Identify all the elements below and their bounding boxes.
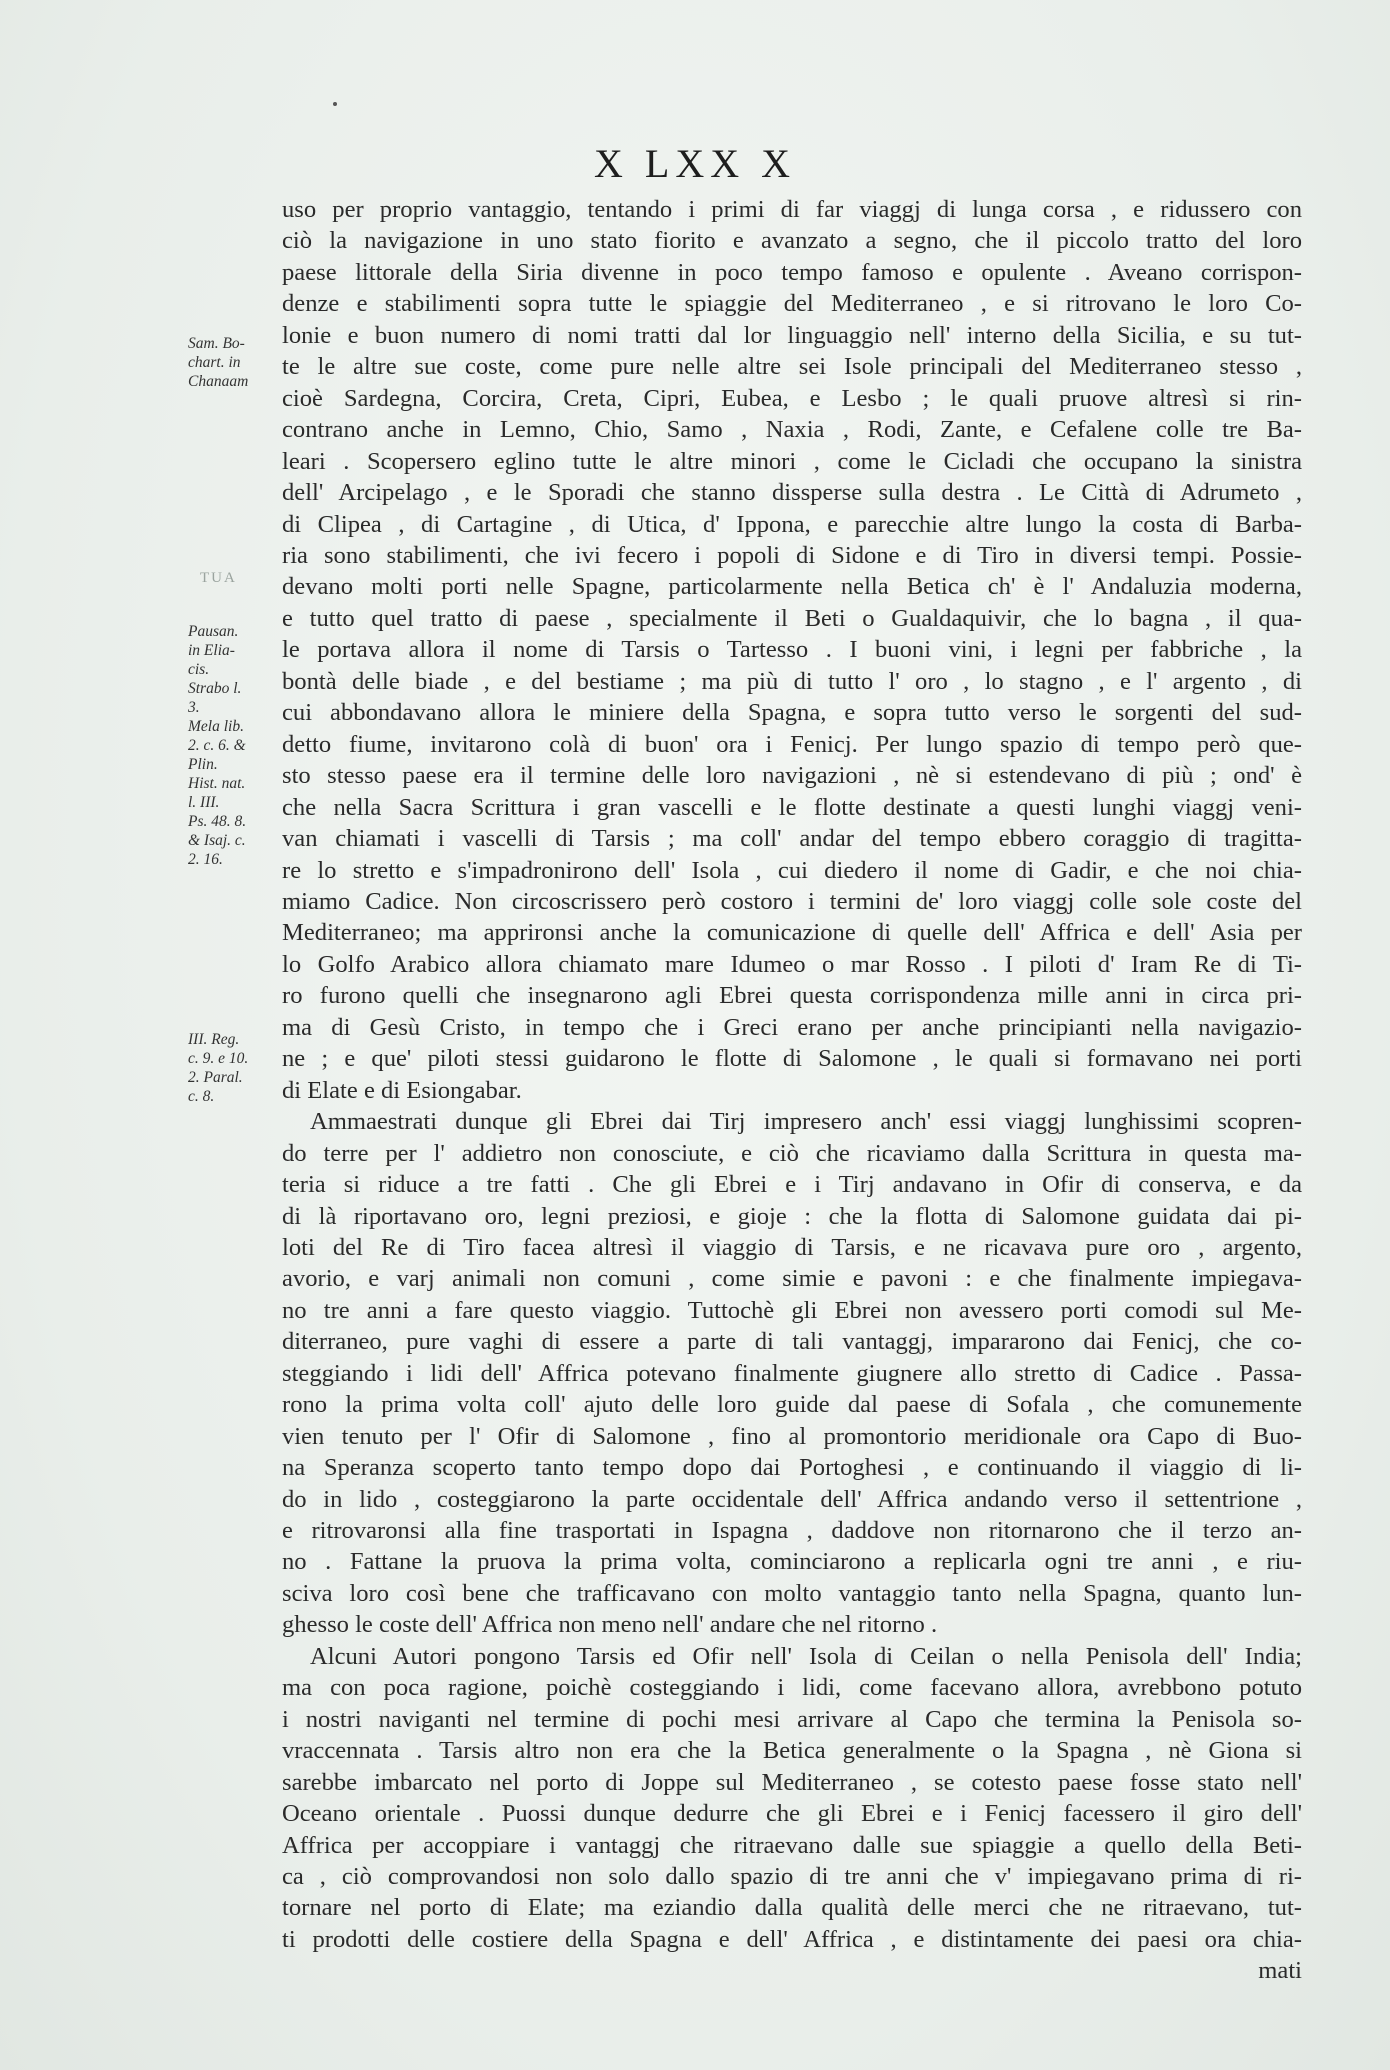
margin-note-bochart — [188, 334, 278, 391]
margin-note-line: Plin. — [188, 756, 218, 773]
text-line: cui abbondavano allora le miniere della Spagna, e sopra tutto verso le sorgenti del sud- — [282, 699, 1302, 727]
text-line: ma con poca ragione, poichè costeggiando i lidi, come facevano allora, avrebbono potuto — [282, 1674, 1302, 1702]
margin-note-line: Ps. 48. 8. — [188, 813, 247, 830]
text-line: te le altre sue coste, come pure nelle altre sei Isole principali del Mediterraneo stesso , — [282, 353, 1302, 381]
margin-note-line: Pausan. — [188, 623, 239, 640]
text-line: miamo Cadice. Non circoscrissero però costoro i termini de' loro viaggj colle sole coste del — [282, 887, 1302, 915]
text-line: che nella Sacra Scrittura i gran vascelli e le flotte destinate a questi lunghi viaggj veni- — [282, 793, 1302, 821]
text-line: sarebbe imbarcato nel porto di Joppe sul Mediterraneo , se cotesto paese fosse stato nell' — [282, 1768, 1302, 1796]
margin-note-faded: TUA — [200, 570, 237, 586]
margin-note-line: 3. — [188, 699, 200, 716]
margin-note-pausan — [188, 622, 278, 869]
margin-note-line: c. 8. — [188, 1088, 215, 1105]
text-line: leari . Scopersero eglino tutte le altre minori , come le Cicladi che occupano la sinistra — [282, 447, 1302, 475]
text-line: ciò la navigazione in uno stato fiorito e avanzato a segno, che il piccolo tratto del loro — [282, 227, 1302, 255]
text-line: do terre per l' addietro non conosciute, e ciò che ricaviamo dalla Scrittura in questa ma- — [282, 1139, 1302, 1167]
text-line: na Speranza scoperto tanto tempo dopo dai Portoghesi , e continuando il viaggio di li- — [282, 1454, 1302, 1482]
margin-note-line: 2. Paral. — [188, 1069, 243, 1086]
text-line: ti prodotti delle costiere della Spagna e dell' Affrica , e distintamente dei paesi ora chia- — [282, 1925, 1302, 1953]
text-line: e tutto quel tratto di paese , specialmente il Beti o Gualdaquivir, che lo bagna , il qua- — [282, 604, 1302, 632]
text-line: di Clipea , di Cartagine , di Utica, d' Ippona, e parecchie altre lungo la costa di Barba- — [282, 510, 1302, 538]
ink-speck — [333, 102, 337, 106]
text-line: denze e stabilimenti sopra tutte le spiaggie del Mediterraneo , e si ritrovano le loro Co- — [282, 290, 1302, 318]
catchword: mati — [1258, 1957, 1302, 1985]
text-line: Mediterraneo; ma apprironsi anche la comunicazione di quelle dell' Affrica e dell' Asia per — [282, 919, 1302, 947]
margin-note-line: cis. — [188, 661, 210, 678]
text-line: van chiamati i vascelli di Tarsis ; ma coll' andar del tempo ebbero coraggio di tragitta- — [282, 825, 1302, 853]
margin-note-line: in Elia- — [188, 642, 235, 659]
text-line: no tre anni a fare questo viaggio. Tuttochè gli Ebrei non avessero porti comodi sul Me- — [282, 1296, 1302, 1324]
text-line: ria sono stabilimenti, che ivi fecero i popoli di Sidone e di Tiro in diversi tempi. Possie- — [282, 541, 1302, 569]
text-line: detto fiume, invitarono colà di buon' ora i Fenicj. Per lungo spazio di tempo però que- — [282, 730, 1302, 758]
text-line: uso per proprio vantaggio, tentando i primi di far viaggj di lunga corsa , e ridussero con — [282, 196, 1302, 223]
body-text — [282, 194, 1302, 1987]
text-line: re lo stretto e s'impadronirono dell' Isola , cui diedero il nome di Gadir, e che noi chia- — [282, 856, 1302, 884]
text-line: bontà delle biade , e del bestiame ; ma più di tutto l' oro , lo stagno , e l' argento , di — [282, 667, 1302, 695]
margin-note-line: l. III. — [188, 794, 220, 811]
page-number-header: X LXX X — [594, 141, 796, 186]
text-line: ghesso le coste dell' Affrica non meno nell' andare che nel ritorno . — [282, 1611, 938, 1639]
text-line: lo Golfo Arabico allora chiamato mare Idumeo o mar Rosso . I piloti d' Iram Re di Ti- — [282, 950, 1302, 978]
text-line: ma di Gesù Cristo, in tempo che i Greci erano per anche principianti nella navigazio- — [282, 1013, 1302, 1041]
text-line: di Elate e di Esiongabar. — [282, 1076, 522, 1104]
text-line: sto stesso paese era il termine delle loro navigazioni , nè si estendevano di più ; ond' è — [282, 762, 1302, 790]
margin-note-line: Hist. nat. — [188, 775, 246, 792]
text-line: avorio, e varj animali non comuni , come simie e pavoni : e che finalmente impiegava- — [282, 1265, 1302, 1293]
text-line: ro furono quelli che insegnarono agli Ebrei questa corrispondenza mille anni in circa pri- — [282, 982, 1302, 1010]
text-line: teria si riduce a tre fatti . Che gli Ebrei e i Tirj andavano in Ofir di conserva, e da — [282, 1171, 1302, 1199]
margin-note-line: & Isaj. c. — [188, 832, 246, 849]
text-line: do in lido , costeggiarono la parte occidentale dell' Affrica andando verso il settentrione , — [282, 1485, 1302, 1513]
text-line: loti del Re di Tiro facea altresì il viaggio di Tarsis, e ne ricavava pure oro , argento, — [282, 1233, 1302, 1261]
text-line: cioè Sardegna, Corcira, Creta, Cipri, Eubea, e Lesbo ; le quali pruove altresì si rin- — [282, 384, 1302, 412]
text-line: Ammaestrati dunque gli Ebrei dai Tirj impresero anch' essi viaggj lunghissimi scopren- — [310, 1108, 1302, 1136]
margin-note-reg — [188, 1030, 278, 1106]
text-line: no . Fattane la pruova la prima volta, cominciarono a replicarla ogni tre anni , e riu- — [282, 1548, 1302, 1576]
text-line: tornare nel porto di Elate; ma eziandio dalla qualità delle merci che ne ritraevano, tut- — [282, 1894, 1302, 1922]
margin-note-line: 2. 16. — [188, 851, 223, 868]
margin-note-line: Mela lib. — [188, 718, 244, 735]
text-line: lonie e buon numero di nomi tratti dal lor linguaggio nell' interno della Sicilia, e su tut- — [282, 321, 1302, 349]
text-line: Alcuni Autori pongono Tarsis ed Ofir nell' Isola di Ceilan o nella Penisola dell' India; — [310, 1642, 1302, 1670]
text-line: diterraneo, pure vaghi di essere a parte di tali vantaggj, impararono dai Fenicj, che co- — [282, 1328, 1302, 1356]
text-line: e ritrovaronsi alla fine trasportati in Ispagna , daddove non ritornarono che il terzo an- — [282, 1517, 1302, 1545]
margin-note-line: Chanaam — [188, 373, 249, 390]
text-line: rono la prima volta coll' ajuto delle loro guide dal paese di Sofala , che comunemente — [282, 1391, 1302, 1419]
text-line: di là riportavano oro, legni preziosi, e gioje : che la flotta di Salomone guidata dai pi- — [282, 1202, 1302, 1230]
margin-note-line: 2. c. 6. & — [188, 737, 246, 754]
margin-note-line: chart. in — [188, 354, 241, 371]
text-line: vien tenuto per l' Ofir di Salomone , fino al promontorio meridionale ora Capo di Buo- — [282, 1422, 1302, 1450]
text-line: steggiando i lidi dell' Affrica potevano finalmente giugnere allo stretto di Cadice . Passa- — [282, 1359, 1302, 1387]
text-line: ca , ciò comprovandosi non solo dallo spazio di tre anni che v' impiegavano prima di ri- — [282, 1863, 1302, 1891]
text-line: devano molti porti nelle Spagne, particolarmente nella Betica ch' è l' Andaluzia moderna, — [282, 573, 1302, 601]
text-line: ne ; e que' piloti stessi guidarono le flotte di Salomone , le quali si formavano nei porti — [282, 1045, 1302, 1073]
margin-note-line: c. 9. e 10. — [188, 1050, 249, 1067]
margin-note-line: Sam. Bo- — [188, 335, 245, 352]
margin-note-line: III. Reg. — [188, 1031, 240, 1048]
text-line: dell' Arcipelago , e le Sporadi che stanno dissperse sulla destra . Le Città di Adrumeto , — [282, 479, 1302, 507]
margin-note-line: Strabo l. — [188, 680, 242, 697]
text-line: Affrica per accoppiare i vantaggj che ritraevano dalle sue spiaggie a quello della Beti- — [282, 1831, 1302, 1859]
text-line: Oceano orientale . Puossi dunque dedurre che gli Ebrei e i Fenicj facessero il giro dell' — [282, 1800, 1302, 1828]
text-line: contrano anche in Lemno, Chio, Samo , Naxia , Rodi, Zante, e Cefalene colle tre Ba- — [282, 416, 1302, 444]
text-line: le portava allora il nome di Tarsis o Tartesso . I buoni vini, i legni per fabbriche , la — [282, 636, 1302, 664]
text-line: vraccennata . Tarsis altro non era che la Betica generalmente o la Spagna , nè Giona si — [282, 1737, 1302, 1765]
text-line: i nostri naviganti nel termine di pochi mesi arrivare al Capo che termina la Penisola so- — [282, 1705, 1302, 1733]
text-line: paese littorale della Siria divenne in poco tempo famoso e opulente . Aveano corrispon- — [282, 258, 1302, 286]
text-line: sciva loro così bene che trafficavano con molto vantaggio tanto nella Spagna, quanto lun- — [282, 1579, 1302, 1607]
